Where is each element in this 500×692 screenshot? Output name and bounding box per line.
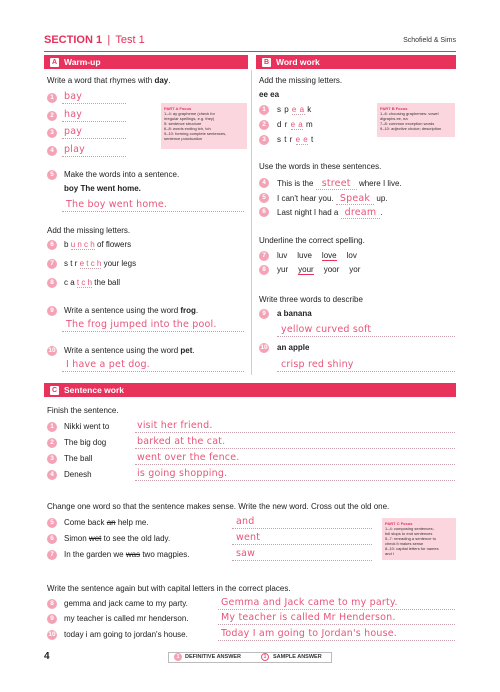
c-q7-line bbox=[232, 560, 372, 561]
b-q7-options: luv luve love lov bbox=[277, 251, 357, 260]
c-q2-number: 2 bbox=[47, 438, 57, 448]
section-a-letter: A bbox=[51, 59, 58, 66]
a-q10-number: 10 bbox=[48, 347, 56, 354]
c-q3-answer: went over the fence. bbox=[137, 452, 240, 463]
a-q10-prompt: Write a sentence using the word pet. bbox=[64, 346, 195, 355]
a-q1-line bbox=[62, 103, 126, 104]
c-q1-number: 1 bbox=[47, 422, 57, 432]
c-q8-prompt: gemma and jack came to my party. bbox=[64, 599, 188, 608]
b-q10-number: 10 bbox=[260, 344, 268, 351]
c-q7: In the garden we was two magpies. bbox=[64, 550, 190, 559]
c-q8-answer: Gemma and Jack came to my party. bbox=[221, 597, 398, 608]
page-number: 4 bbox=[44, 651, 50, 662]
b-q10-answer: crisp red shiny bbox=[281, 359, 354, 370]
a-q3-line bbox=[62, 138, 126, 139]
b-q5: I can't hear you. Speak up. bbox=[277, 193, 388, 204]
a-q9-line bbox=[62, 331, 244, 332]
b-q8-correct: your bbox=[298, 265, 314, 274]
c-q4-line bbox=[135, 480, 455, 481]
c-q10-line bbox=[218, 640, 455, 641]
b-q10-prompt: an apple bbox=[277, 343, 310, 352]
c-q3-number: 3 bbox=[47, 454, 57, 464]
b-q4-number: 4 bbox=[259, 178, 269, 188]
a-q8-number: 8 bbox=[47, 278, 57, 288]
a-q10-line bbox=[62, 371, 244, 372]
b-q10-line bbox=[277, 371, 455, 372]
section-b-header bbox=[256, 55, 456, 69]
header-separator: | bbox=[107, 34, 111, 46]
c-q6-line bbox=[232, 544, 372, 545]
b-q2: d r e a m bbox=[277, 120, 314, 129]
b-q7-number: 7 bbox=[259, 251, 269, 261]
c-q5-answer: and bbox=[236, 516, 255, 527]
c-q1-prompt: Nikki went to bbox=[64, 422, 110, 431]
section-title: SECTION 1 bbox=[44, 34, 103, 46]
b-instruction-4: Write three words to describe bbox=[259, 295, 363, 304]
a-q8: c a t c h the ball bbox=[64, 278, 121, 287]
a-q6: b u n c h of flowers bbox=[64, 240, 132, 249]
b-graphemes: ee ea bbox=[259, 90, 280, 99]
c-q1-answer: visit her friend. bbox=[137, 420, 213, 431]
c-q8-number: 8 bbox=[47, 599, 57, 609]
section-a-title: Warm-up bbox=[64, 57, 101, 67]
b-instruction-1: Add the missing letters. bbox=[259, 76, 343, 85]
c-q10-prompt: today i am going to jordan's house. bbox=[64, 630, 188, 639]
c-q8-line bbox=[218, 609, 455, 610]
section-c-title: Sentence work bbox=[64, 385, 124, 395]
publisher: Schofield & Sims bbox=[403, 37, 456, 44]
a-q3-number: 3 bbox=[47, 128, 57, 138]
c-q2-line bbox=[135, 448, 455, 449]
c-instruction-3: Write the sentence again but with capital letters in the correct places. bbox=[47, 584, 291, 593]
c-q7-number: 7 bbox=[47, 550, 57, 560]
b-q9-prompt: a banana bbox=[277, 309, 312, 318]
a-q2-answer: hay bbox=[64, 109, 83, 120]
a-q7: s t r e t c h your legs bbox=[64, 259, 137, 268]
b-q8-number: 8 bbox=[259, 265, 269, 275]
c-q2-prompt: The big dog bbox=[64, 438, 107, 447]
a-q9-prompt: Write a sentence using the word frog. bbox=[64, 306, 199, 315]
a-q4-answer: play bbox=[64, 144, 85, 155]
b-q1-number: 1 bbox=[259, 105, 269, 115]
part-b-focus-box: PART B Focus 1–6: choosing graphemes: vowel digraphs ee, ea 7–8: common exception words 9–10: adjective choice; description bbox=[377, 103, 455, 137]
definitive-answer-label: DEFINITIVE ANSWER bbox=[185, 654, 242, 660]
section-c-header bbox=[44, 383, 456, 397]
b-instruction-2: Use the words in these sentences. bbox=[259, 162, 382, 171]
a-q5-number: 5 bbox=[47, 170, 57, 180]
a-q9-number: 9 bbox=[47, 306, 57, 316]
a-q2-line bbox=[62, 121, 126, 122]
a-q10-answer: I have a pet dog. bbox=[66, 359, 150, 370]
section-b-letter: B bbox=[263, 59, 270, 66]
a-q9-answer: The frog jumped into the pool. bbox=[66, 319, 217, 330]
answer-key bbox=[168, 652, 332, 663]
test-title: Test 1 bbox=[115, 34, 145, 46]
a-q4-line bbox=[62, 156, 126, 157]
a-q2-number: 2 bbox=[47, 111, 57, 121]
sample-answer-label: SAMPLE ANSWER bbox=[273, 654, 322, 660]
a-q5-prompt: Make the words into a sentence. bbox=[64, 170, 180, 179]
c-q10-answer: Today I am going to Jordan's house. bbox=[221, 628, 397, 639]
section-b-title: Word work bbox=[276, 57, 320, 67]
a-q1-answer: bay bbox=[64, 91, 83, 102]
c-q10-number: 10 bbox=[48, 631, 56, 638]
c-q1-line bbox=[135, 432, 455, 433]
part-a-focus-box: PART A Focus 1–4: ay grapheme (check for irregular spellings, e.g. they) 5: sentence structure 6–8: words ending tch, tch 9–10: forming complete sentences, sentence punctuation bbox=[161, 103, 247, 149]
b-q6: Last night I had a dream . bbox=[277, 207, 383, 218]
a-q1-number: 1 bbox=[47, 93, 57, 103]
c-instruction-1: Finish the sentence. bbox=[47, 406, 119, 415]
a-instruction: Write a word that rhymes with day. bbox=[47, 76, 171, 85]
c-q9-line bbox=[218, 624, 455, 625]
c-q4-number: 4 bbox=[47, 470, 57, 480]
b-q2-number: 2 bbox=[259, 120, 269, 130]
b-q9-line bbox=[277, 336, 455, 337]
b-q8-options: yur your yoor yor bbox=[277, 265, 361, 274]
section-a-header bbox=[44, 55, 248, 69]
c-q4-prompt: Denesh bbox=[64, 470, 92, 479]
part-c-focus-box: PART C Focus 1–4: composing sentences; full stops to end sentences 5–7: rereading a sentence to check it makes sense 8–10: capital letters for names and I bbox=[382, 518, 456, 560]
c-q6-answer: went bbox=[236, 532, 261, 543]
c-q3-prompt: The ball bbox=[64, 454, 93, 463]
b-q9-number: 9 bbox=[259, 309, 269, 319]
a-q7-number: 7 bbox=[47, 259, 57, 269]
b-q9-answer: yellow curved soft bbox=[281, 324, 372, 335]
b-q3: s t r e e t bbox=[277, 135, 314, 144]
b-q5-number: 5 bbox=[259, 193, 269, 203]
a-q6-number: 6 bbox=[47, 240, 57, 250]
c-q2-answer: barked at the cat. bbox=[137, 436, 226, 447]
c-instruction-2: Change one word so that the sentence makes sense. Write the new word. Cross out the old one. bbox=[47, 502, 390, 511]
sample-answer-icon: 1 bbox=[261, 653, 269, 661]
a-q5-answer: The boy went home. bbox=[66, 199, 168, 210]
column-divider bbox=[251, 70, 252, 375]
a-missing-instruction: Add the missing letters. bbox=[47, 226, 131, 235]
b-q1: s p e a k bbox=[277, 105, 312, 114]
page-header bbox=[44, 34, 456, 52]
c-q5: Come back an help me. bbox=[64, 518, 149, 527]
c-q9-answer: My teacher is called Mr Henderson. bbox=[221, 612, 396, 623]
a-q4-number: 4 bbox=[47, 146, 57, 156]
a-q5-line bbox=[62, 211, 244, 212]
c-q6: Simon wet to see the old lady. bbox=[64, 534, 171, 543]
b-instruction-3: Underline the correct spelling. bbox=[259, 236, 365, 245]
section-c-letter: C bbox=[51, 387, 58, 394]
b-q4: This is the street where I live. bbox=[277, 178, 402, 189]
c-q5-line bbox=[232, 528, 372, 529]
c-q5-number: 5 bbox=[47, 518, 57, 528]
c-q7-answer: saw bbox=[236, 548, 256, 559]
b-q7-correct: love bbox=[321, 251, 337, 260]
c-q9-prompt: my teacher is called mr henderson. bbox=[64, 614, 189, 623]
a-q3-answer: pay bbox=[64, 126, 83, 137]
b-q6-number: 6 bbox=[259, 207, 269, 217]
definitive-answer-icon: 1 bbox=[174, 653, 182, 661]
c-q9-number: 9 bbox=[47, 614, 57, 624]
c-q3-line bbox=[135, 464, 455, 465]
c-q6-number: 6 bbox=[47, 534, 57, 544]
c-q4-answer: is going shopping. bbox=[137, 468, 228, 479]
b-q3-number: 3 bbox=[259, 135, 269, 145]
a-q5-words: boy The went home. bbox=[64, 184, 141, 193]
